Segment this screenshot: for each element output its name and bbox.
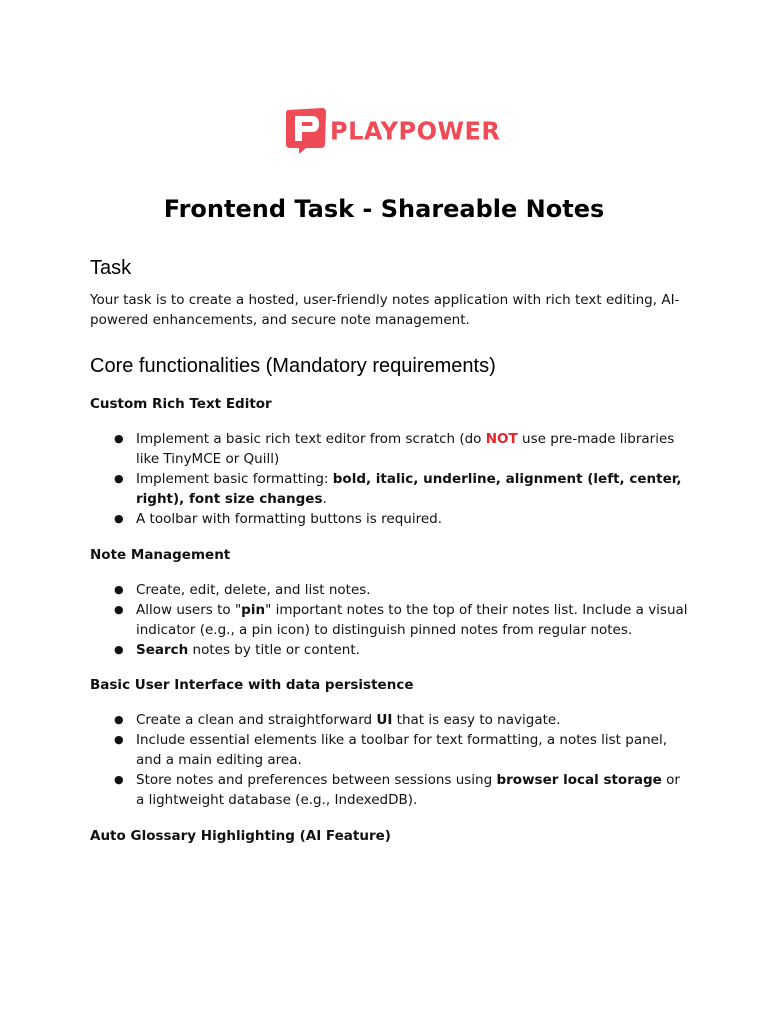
list-item: ● Include essential elements like a toolbar for text formatting, a notes list panel, and a main editing area. (114, 732, 668, 768)
document-title: Frontend Task - Shareable Notes (163, 195, 605, 223)
list-item: ● Implement a basic rich text editor from scratch (do NOT use pre-made libraries like TinyMCE or Quill) (114, 431, 675, 467)
list-item: ● Allow users to "pin" important notes to the top of their notes list. Include a visual indicator (e.g., a pin icon) to distinguish pinned notes from regular notes. (114, 602, 688, 638)
note-management-heading: Note Management (90, 547, 231, 563)
list-item: ● Implement basic formatting: bold, italic, underline, alignment (left, center, right), font size changes. (114, 471, 682, 507)
bullet: ● (114, 472, 124, 485)
bullet: ● (114, 603, 124, 616)
bullet: ● (114, 643, 124, 656)
list-item: ● Search notes by title or content. (114, 642, 360, 658)
emphasis-not: NOT (485, 431, 518, 447)
task-heading: Task (90, 257, 132, 279)
basic-ui-list (90, 710, 690, 810)
rich-text-list (90, 429, 690, 529)
task-description: Your task is to create a hosted, user-friendly notes application with rich text editing, AI-powered enhancements, and secure note management. (90, 292, 680, 328)
bullet: ● (114, 773, 124, 786)
playpower-logo-icon (284, 107, 328, 155)
bullet: ● (114, 733, 124, 746)
list-item: ● Create, edit, delete, and list notes. (114, 582, 371, 598)
brand-wordmark: PLAYPOWER (330, 116, 501, 146)
list-item: ● A toolbar with formatting buttons is required. (114, 511, 442, 527)
basic-ui-heading: Basic User Interface with data persistence (90, 677, 414, 693)
bullet: ● (114, 713, 124, 726)
bullet: ● (114, 432, 124, 445)
core-heading: Core functionalities (Mandatory requirements) (90, 355, 496, 377)
list-item: ● Create a clean and straightforward UI that is easy to navigate. (114, 712, 561, 728)
document-body (90, 256, 690, 846)
rich-text-heading: Custom Rich Text Editor (90, 396, 272, 412)
brand-logo (284, 106, 500, 156)
bullet: ● (114, 583, 124, 596)
list-item: ● Store notes and preferences between sessions using browser local storage or a lightweight database (e.g., IndexedDB). (114, 772, 680, 808)
glossary-heading: Auto Glossary Highlighting (AI Feature) (90, 828, 391, 844)
note-management-list (90, 580, 690, 660)
bullet: ● (114, 512, 124, 525)
